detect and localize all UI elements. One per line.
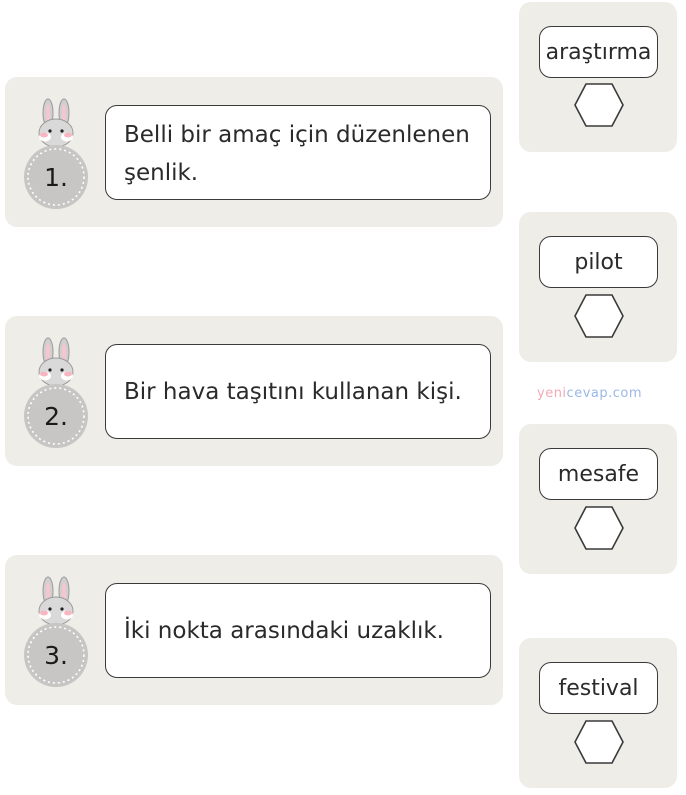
bunny-number-badge-1: [20, 95, 92, 215]
answer-hexagon-3[interactable]: [573, 505, 625, 551]
watermark-part-1: yeni: [537, 386, 567, 401]
word-label-2: pilot: [574, 249, 623, 275]
definition-text-3: İki nokta arasındaki uzaklık.: [124, 617, 444, 644]
definition-number-2: 2.: [44, 402, 68, 431]
bunny-number-badge-3: [20, 573, 92, 693]
word-label-1: araştırma: [545, 39, 652, 65]
definition-text-box-1: [105, 105, 491, 200]
word-label-box-2: [539, 236, 658, 288]
definition-text-1: [124, 116, 470, 192]
definition-number-1: 1.: [44, 163, 68, 192]
answer-hexagon-2[interactable]: [573, 293, 625, 339]
definition-text-2: Bir hava taşıtını kullanan kişi.: [124, 378, 462, 405]
word-label-3: mesafe: [557, 461, 640, 487]
answer-hexagon-4[interactable]: [573, 719, 625, 765]
bunny-number-badge-2: [20, 334, 92, 454]
word-label-box-1: [539, 26, 658, 78]
answer-hexagon-1[interactable]: [573, 82, 625, 128]
definition-text-1-line-2: şenlik.: [124, 160, 199, 186]
definition-text-box-3: [105, 583, 491, 678]
definition-text-box-2: [105, 344, 491, 439]
word-label-box-3: [539, 448, 658, 500]
word-label-box-4: [539, 662, 658, 714]
definition-number-3: 3.: [44, 641, 68, 670]
word-label-4: festival: [558, 675, 639, 701]
watermark: [537, 386, 642, 401]
watermark-part-2: cevap.com: [566, 386, 643, 401]
definition-text-1-line-1: Belli bir amaç için düzenlenen: [124, 122, 470, 148]
